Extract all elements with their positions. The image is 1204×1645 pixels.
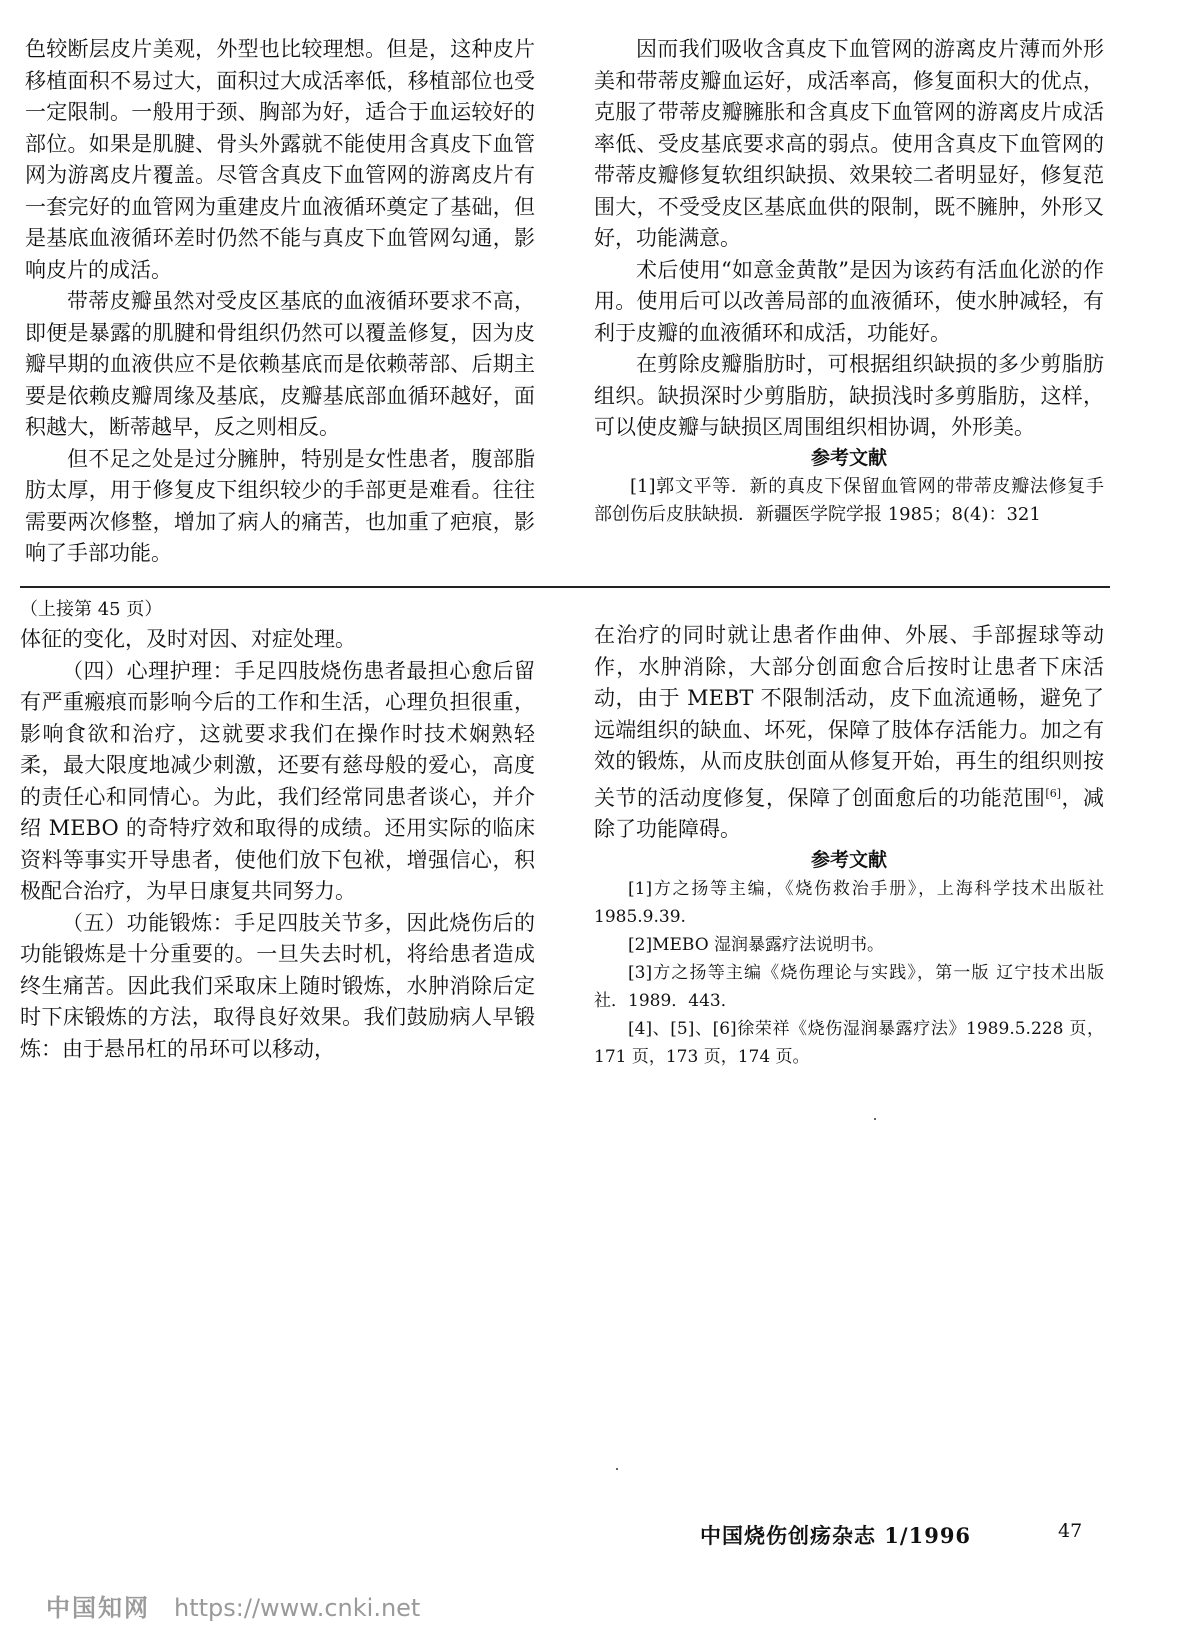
paragraph: （五）功能锻炼：手足四肢关节多，因此烧伤后的功能锻炼是十分重要的。一旦失去时机，将给患者造成终生痛苦。因此我们采取床上随时锻炼，水肿消除后定时下床锻炼的方法，取得良好效果。我们鼓励病人早锻炼：由于悬吊杠的吊环可以移动， [20, 910, 535, 1061]
reference-item: [4]、[5]、[6]徐荣祥《烧伤湿润暴露疗法》1989.5.228 页，171 页，173 页，174 页。 [594, 1018, 1104, 1067]
continued-from-note: （上接第 45 页） [20, 599, 163, 620]
journal-footer: 中国烧伤创疡杂志 1/1996 [700, 1523, 972, 1548]
paragraph: 体征的变化，及时对因、对症处理。 [20, 627, 356, 651]
bottom-left-column [20, 596, 535, 1065]
paragraph: 在剪除皮瓣脂肪时，可根据组织缺损的多少剪脂肪组织。缺损深时少剪脂肪，缺损浅时多剪脂肪，这样，可以使皮瓣与缺损区周围组织相协调，外形美。 [594, 352, 1104, 439]
cnki-watermark [46, 1588, 420, 1623]
paragraph-text: 在治疗的同时就让患者作曲伸、外展、手部握球等动作，水肿消除，大部分创面愈合后按时让患者下床活动，由于 MEBT 不限制活动，皮下血流通畅，避免了远端组织的缺血、坏死，保障了肢体存活能力。加之有效的锻炼，从而皮肤创面从修复开始，再生的组织则按关节的活动度修复，保障了创面愈后的功能范围 [594, 623, 1104, 810]
watermark-logo: 中国知网 [46, 1594, 150, 1622]
paragraph: （四）心理护理：手足四肢烧伤患者最担心愈后留有严重瘢痕而影响今后的工作和生活，心理负担很重，影响食欲和治疗，这就要求我们在操作时技术娴熟轻柔，最大限度地减少刺激，还要有慈母般的爱心，高度的责任心和同情心。为此，我们经常同患者谈心，并介绍 MEBO 的奇特疗效和取得的成绩。还用实际的临床资料等事实开导患者，使他们放下包袱，增强信心，积极配合治疗，为早日康复共同努力。 [20, 658, 535, 903]
scan-speck [616, 1468, 618, 1470]
paragraph: 带蒂皮瓣虽然对受皮区基底的血液循环要求不高，即便是暴露的肌腱和骨组织仍然可以覆盖修复，因为皮瓣早期的血液供应不是依赖基底而是依赖蒂部、后期主要是依赖皮瓣周缘及基底，皮瓣基底部血循环越好，面积越大，断蒂越早，反之则相反。 [25, 289, 535, 439]
reference-item: [1]郭文平等．新的真皮下保留血管网的带蒂皮瓣法修复手部创伤后皮肤缺损．新疆医学院学报 1985；8(4)：321 [594, 475, 1104, 525]
references-heading: 参考文献 [810, 446, 887, 469]
paragraph: 术后使用“如意金黄散”是因为该药有活血化淤的作用。使用后可以改善局部的血液循环，使水肿减轻，有利于皮瓣的血液循环和成活，功能好。 [594, 257, 1104, 345]
citation-superscript: [6] [1045, 786, 1062, 800]
top-right-column [594, 34, 1104, 529]
reference-item: [2]MEBO 湿润暴露疗法说明书。 [628, 934, 885, 955]
reference-item: [1]方之扬等主编，《烧伤救治手册》，上海科学技术出版社 1985.9.39. [594, 878, 1104, 927]
reference-item: [3]方之扬等主编《烧伤理论与实践》，第一版 辽宁技术出版社．1989．443． [594, 962, 1104, 1011]
references-heading: 参考文献 [810, 848, 887, 871]
section-divider [20, 586, 1110, 588]
paragraph: 色较断层皮片美观，外型也比较理想。但是，这种皮片移植面积不易过大，面积过大成活率低，移植部位也受一定限制。一般用于颈、胸部为好，适合于血运较好的部位。如果是肌腱、骨头外露就不能使用含真皮下血管网为游离皮片覆盖。尽管含真皮下血管网的游离皮片有一套完好的血管网为重建皮片血液循环奠定了基础，但是基底血液循环差时仍然不能与真皮下血管网勾通，影响皮片的成活。 [25, 37, 535, 282]
paragraph: 但不足之处是过分臃肿，特别是女性患者，腹部脂肪太厚，用于修复皮下组织较少的手部更是难看。往往需要两次修整，增加了病人的痛苦，也加重了疤痕，影响了手部功能。 [25, 446, 535, 565]
watermark-url: https://www.cnki.net [174, 1594, 421, 1622]
bottom-right-column [594, 620, 1104, 1071]
page-number: 47 [1058, 1520, 1083, 1542]
top-left-column [25, 34, 535, 570]
scan-speck [874, 1118, 876, 1120]
paragraph-text: ，减除了功能障碍。 [594, 785, 1105, 841]
paragraph [594, 620, 1104, 846]
paragraph: 因而我们吸收含真皮下血管网的游离皮片薄而外形美和带蒂皮瓣血运好，成活率高，修复面积大的优点，克服了带蒂皮瓣臃胀和含真皮下血管网的游离皮片成活率低、受皮基底要求高的弱点。使用含真皮下血管网的带蒂皮瓣修复软组织缺损、效果较二者明显好，修复范围大，不受受皮区基底血供的限制，既不臃肿，外形又好，功能满意。 [594, 37, 1104, 250]
